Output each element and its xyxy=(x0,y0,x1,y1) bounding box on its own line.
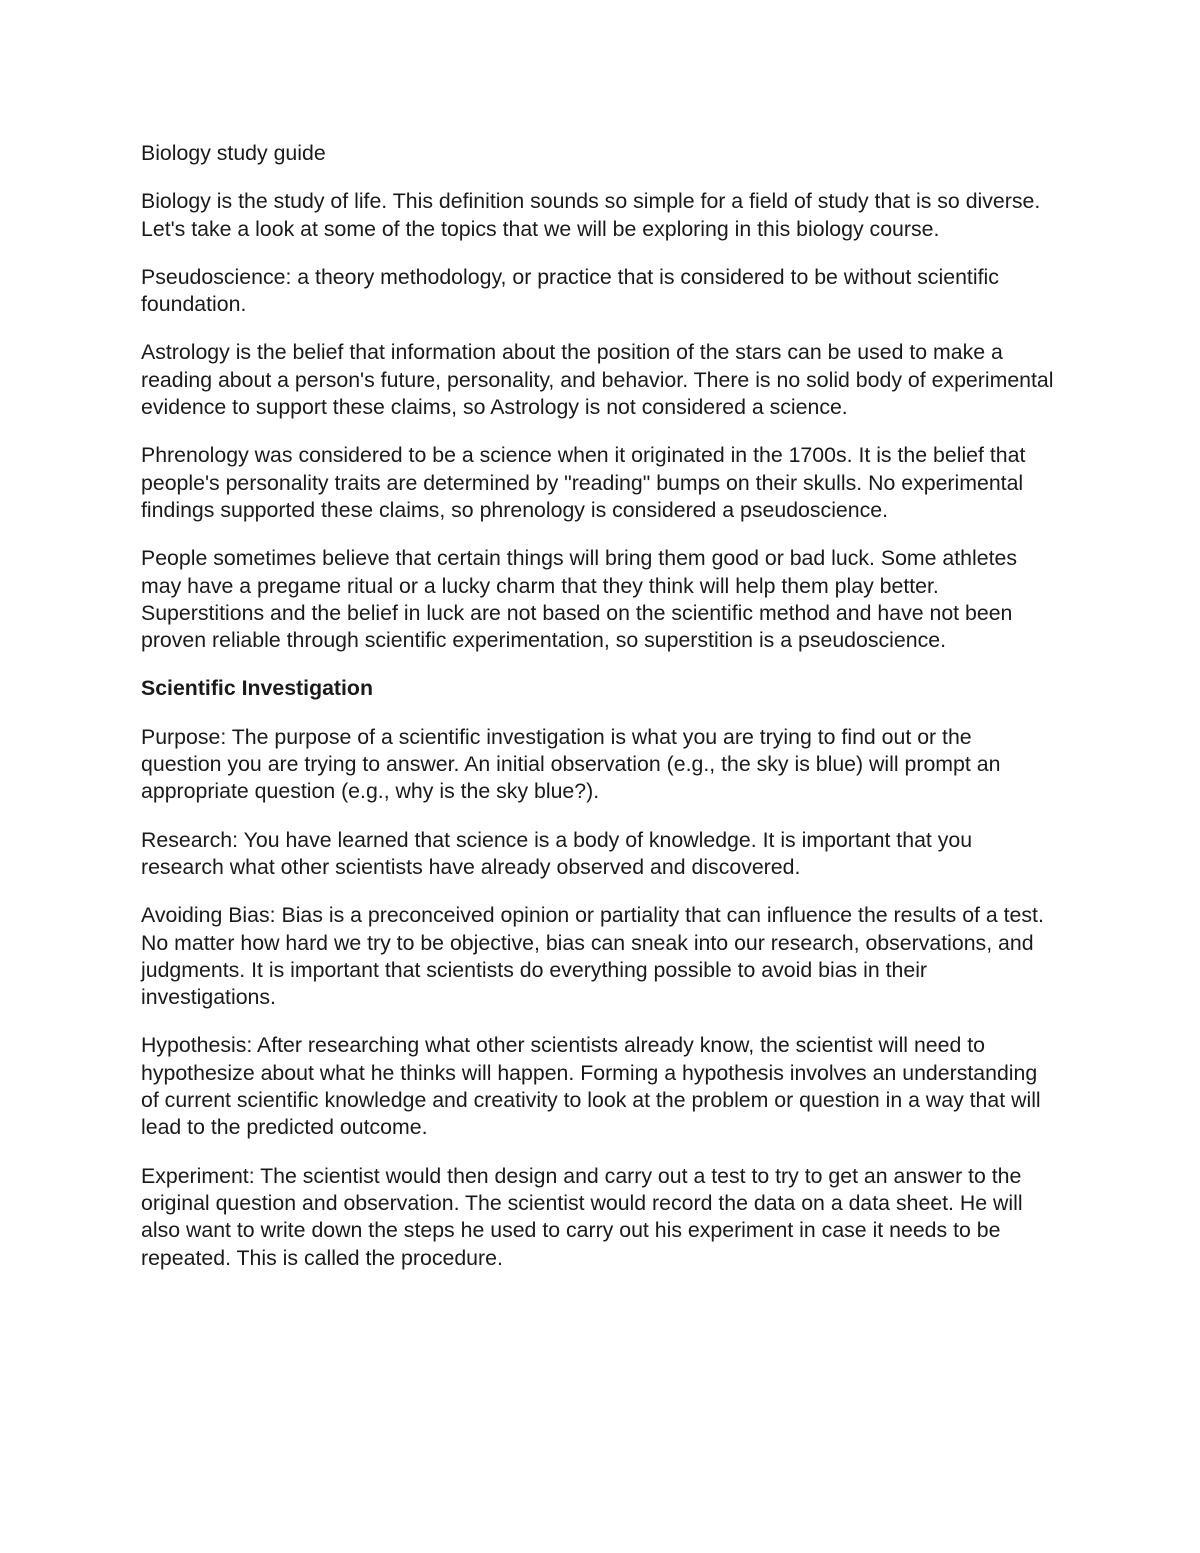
document-title: Biology study guide xyxy=(141,141,326,165)
document-page xyxy=(141,140,1056,1293)
paragraph-purpose: Purpose: The purpose of a scientific investigation is what you are trying to find out or the question you are trying to answer. An initial observation (e.g., the sky is blue) will prompt an appropriate question (e.g., why is the sky blue?). xyxy=(141,724,1001,804)
paragraph-biology-definition: Biology is the study of life. This definition sounds so simple for a field of study that is so diverse. Let's take a look at some of the topics that we will be exploring in this biology course. xyxy=(141,189,1041,241)
paragraph-superstition: People sometimes believe that certain things will bring them good or bad luck. Some athletes may have a pregame ritual or a lucky charm that they think will help them play better. Superstitions and the belief in luck are not based on the scientific method and have not been proven reliable through scientific experimentation, so superstition is a pseudoscience. xyxy=(141,546,1018,653)
section-heading: Scientific Investigation xyxy=(141,676,373,701)
paragraph-phrenology: Phrenology was considered to be a science when it originated in the 1700s. It is the belief that people's personality traits are determined by "reading" bumps on their skulls. No experimental findings supported these claims, so phrenology is considered a pseudoscience. xyxy=(141,443,1026,522)
paragraph-research: Research: You have learned that science is a body of knowledge. It is important that you research what other scientists have already observed and discovered. xyxy=(141,827,973,879)
paragraph-avoiding-bias: Avoiding Bias: Bias is a preconceived opinion or partiality that can influence the results of a test. No matter how hard we try to be objective, bias can sneak into our research, observations, and judgments. It is important that scientists do everything possible to avoid bias in their investigations. xyxy=(141,903,1044,1010)
paragraph-astrology: Astrology is the belief that information about the position of the stars can be used to make a reading about a person's future, personality, and behavior. There is no solid body of experimental evidence to support these claims, so Astrology is not considered a science. xyxy=(141,340,1054,420)
paragraph-experiment: Experiment: The scientist would then design and carry out a test to try to get an answer to the original question and observation. The scientist would record the data on a data sheet. He will also want to write down the steps he used to carry out his experiment in case it needs to be repeated. This is called the procedure. xyxy=(141,1163,1023,1270)
paragraph-hypothesis: Hypothesis: After researching what other scientists already know, the scientist will need to hypothesize about what he thinks will happen. Forming a hypothesis involves an understanding of current scientific knowledge and creativity to look at the problem or question in a way that will lead to the predicted outcome. xyxy=(141,1033,1041,1140)
paragraph-pseudoscience: Pseudoscience: a theory methodology, or practice that is considered to be without scientific foundation. xyxy=(141,264,999,317)
